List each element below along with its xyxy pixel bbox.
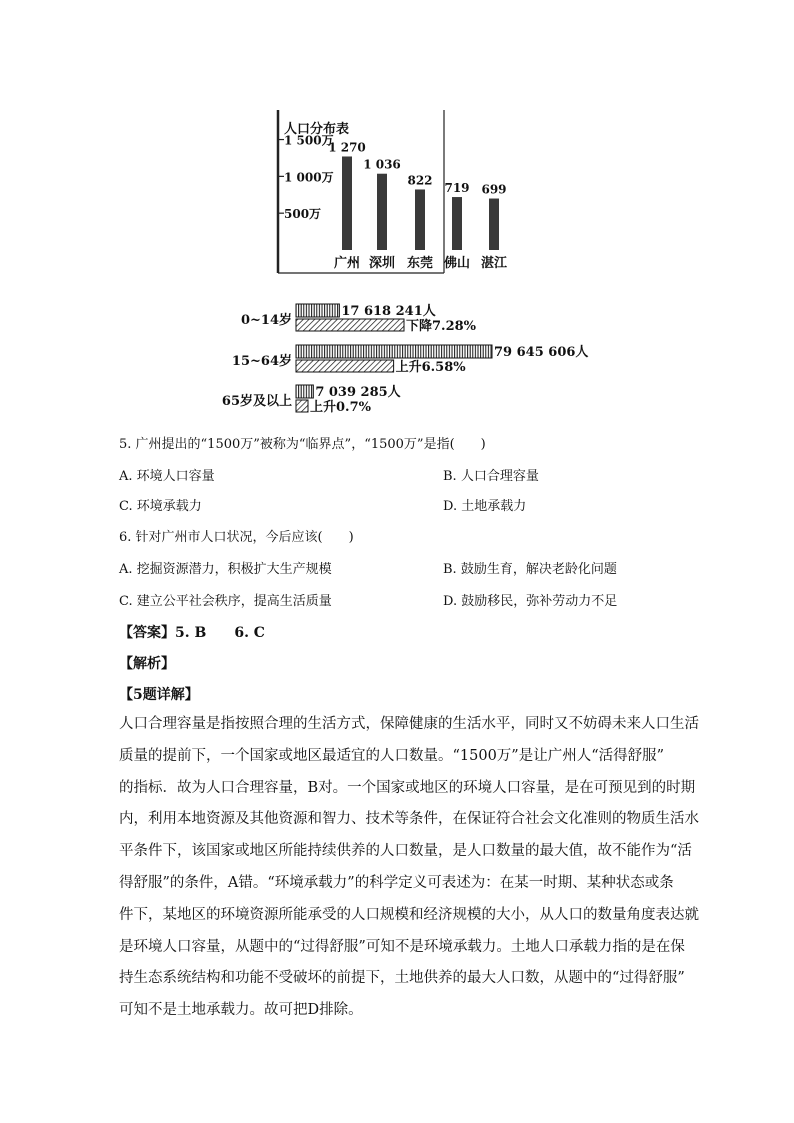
population-bar-chart bbox=[276, 110, 508, 275]
question-6-stem: 6. 针对广州市人口状况，今后应该( ) bbox=[119, 530, 354, 545]
explanation-line: 件下，某地区的环境资源所能承受的人口规模和经济规模的大小，从人口的数量角度表达就 bbox=[119, 906, 699, 923]
question-5-option-c: C. 环境承载力 bbox=[119, 499, 202, 514]
question-6-option-b: B. 鼓励生育，解决老龄化问题 bbox=[443, 562, 617, 577]
explanation-line: 是环境人口容量，从题中的“过得舒服”可知不是环境承载力。土地人口承载力指的是在保 bbox=[119, 938, 685, 955]
question-5-option-a: A. 环境人口容量 bbox=[119, 469, 215, 484]
bar-深圳 bbox=[377, 174, 387, 250]
bar-广州 bbox=[342, 156, 352, 250]
population-bar bbox=[296, 345, 492, 358]
change-label: 上升0.7% bbox=[310, 400, 371, 415]
bar-value-label: 719 bbox=[444, 181, 470, 196]
category-label: 湛江 bbox=[480, 256, 508, 271]
y-tick-label: 1 500万 bbox=[284, 133, 334, 148]
age-group-label: 65岁及以上 bbox=[221, 394, 292, 409]
change-label: 下降7.28% bbox=[406, 319, 477, 334]
analysis-heading: 【解析】 bbox=[119, 656, 175, 672]
change-bar bbox=[296, 319, 404, 331]
question-6-option-c: C. 建立公平社会秩序，提高生活质量 bbox=[119, 594, 332, 609]
category-label: 广州 bbox=[333, 256, 361, 271]
bar-佛山 bbox=[452, 197, 462, 250]
population-bar bbox=[296, 304, 339, 317]
chart-title: 人口分布表 bbox=[284, 122, 350, 137]
population-label: 7 039 285人 bbox=[315, 385, 401, 400]
explanation-line: 内，利用本地资源及其他资源和智力、技术等条件，在保证符合社会文化准则的物质生活水 bbox=[119, 811, 699, 828]
population-bar bbox=[296, 385, 313, 398]
category-label: 佛山 bbox=[443, 256, 471, 271]
explanation-paragraph bbox=[119, 709, 699, 1027]
bar-value-label: 822 bbox=[407, 173, 433, 188]
bar-湛江 bbox=[489, 199, 499, 250]
population-label: 17 618 241人 bbox=[341, 304, 436, 319]
question-5-option-d: D. 土地承载力 bbox=[443, 499, 527, 514]
question-6-option-a: A. 挖掘资源潜力，积极扩大生产规模 bbox=[119, 562, 332, 577]
bar-value-label: 699 bbox=[481, 182, 507, 197]
y-tick-labels bbox=[278, 134, 334, 222]
detail-heading: 【5题详解】 bbox=[119, 687, 199, 703]
explanation-line: 人口合理容量是指按照合理的生活方式，保障健康的生活水平，同时又不妨碍未来人口生活 bbox=[119, 716, 699, 732]
explanation-line: 的指标．故为人口合理容量，B对。一个国家或地区的环境人口容量，是在可预见到的时期 bbox=[119, 779, 696, 796]
explanation-line: 持生态系统结构和功能不受破坏的前提下，土地供养的最大人口数，从题中的“过得舒服” bbox=[119, 970, 685, 987]
age-structure-chart bbox=[221, 296, 630, 420]
category-label: 深圳 bbox=[368, 256, 396, 271]
category-label: 东莞 bbox=[406, 256, 434, 271]
question-5-option-b: B. 人口合理容量 bbox=[443, 469, 539, 484]
population-label: 79 645 606人 bbox=[494, 345, 589, 360]
change-bar bbox=[296, 400, 308, 412]
explanation-line: 质量的提前下，一个国家或地区最适宜的人口数量。“1500万”是让广州人“活得舒服” bbox=[119, 747, 665, 764]
age-bars bbox=[222, 304, 589, 415]
explanation-line: 得舒服”的条件，A错。“环境承载力”的科学定义可表述为：在某一时期、某种状态或条 bbox=[119, 874, 674, 891]
explanation-line: 平条件下，该国家或地区所能持续供养的人口数量，是人口数量的最大值，故不能作为“活 bbox=[119, 843, 692, 860]
y-tick-label: 500万 bbox=[284, 207, 322, 222]
y-tick-label: 1 000万 bbox=[284, 170, 334, 185]
bar-value-label: 1 036 bbox=[363, 157, 401, 172]
change-bar bbox=[296, 360, 394, 372]
bars bbox=[328, 140, 508, 271]
explanation-line: 可知不是土地承载力。故可把D排除。 bbox=[119, 1002, 363, 1019]
question-5-stem: 5. 广州提出的“1500万”被称为“临界点”，“1500万”是指( ) bbox=[119, 437, 486, 452]
age-group-label: 0~14岁 bbox=[240, 313, 292, 328]
age-group-label: 15~64岁 bbox=[231, 354, 292, 369]
question-6-option-d: D. 鼓励移民，弥补劳动力不足 bbox=[443, 594, 618, 609]
bar-东莞 bbox=[415, 189, 425, 250]
change-label: 上升6.58% bbox=[395, 360, 466, 375]
bar-value-label: 1 270 bbox=[328, 140, 366, 155]
answer-line: 【答案】5. B 6. C bbox=[119, 625, 265, 641]
